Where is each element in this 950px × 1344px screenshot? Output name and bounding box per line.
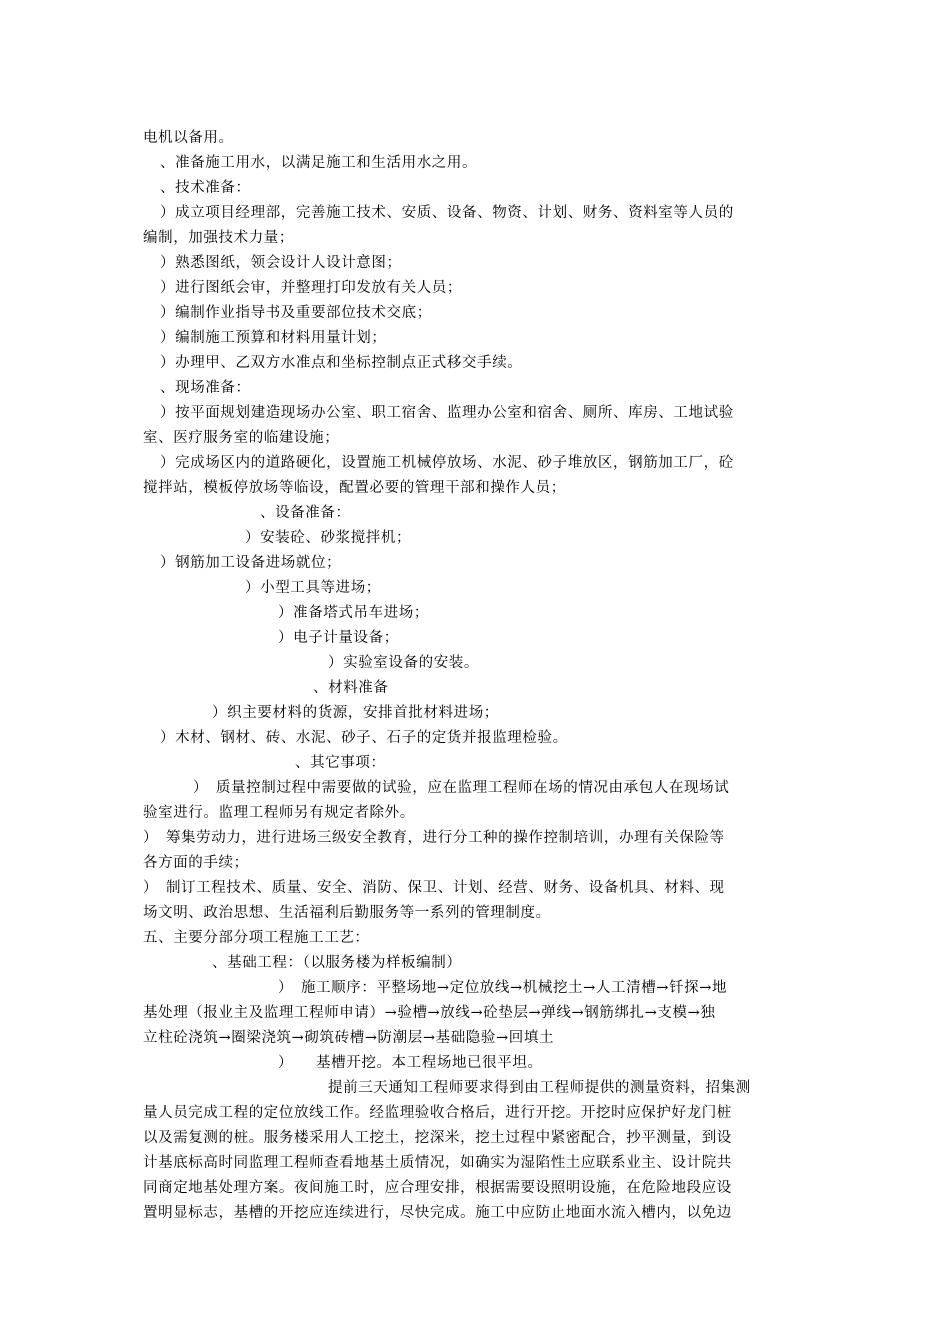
text-line: 各方面的手续； xyxy=(143,855,249,871)
text-line: ）熟悉图纸，领会设计人设计意图； xyxy=(160,255,402,271)
text-line: 提前三天通知工程师要求得到由工程师提供的测量资料，招集测 xyxy=(328,1080,751,1096)
text-line: ）按平面规划建造现场办公室、职工宿舍、监理办公室和宿舍、厕所、库房、工地试验 xyxy=(160,405,734,421)
text-line: 、现场准备： xyxy=(160,380,251,396)
text-line: 验室进行。监理工程师另有规定者除外。 xyxy=(143,805,415,821)
text-line: ）编制施工预算和材料用量计划； xyxy=(160,330,387,346)
text-line: ） 制订工程技术、质量、安全、消防、保卫、计划、经营、财务、设备机具、材料、现 xyxy=(143,880,725,896)
text-line: 场文明、政治思想、生活福利后勤服务等一系列的管理制度。 xyxy=(143,905,551,921)
text-line: ）准备塔式吊车进场； xyxy=(278,605,429,621)
text-line: 、准备施工用水，以满足施工和生活用水之用。 xyxy=(160,155,478,171)
section-heading: 五、主要分部分项工程施工工艺： xyxy=(143,930,370,946)
text-line: 置明显标志，基槽的开挖应连续进行，尽快完成。施工中应防止地面水流入槽内，以免边 xyxy=(143,1205,732,1221)
text-line: ）进行图纸会审，并整理打印发放有关人员； xyxy=(160,280,462,296)
text-line: ）完成场区内的道路硬化，设置施工机械停放场、水泥、砂子堆放区，钢筋加工厂，砼 xyxy=(160,455,734,471)
text-line: 、其它事项： xyxy=(295,755,386,771)
text-line: ）织主要材料的货源，安排首批材料进场； xyxy=(212,705,499,721)
text-line: ） 筹集劳动力，进行进场三级安全教育，进行分工种的操作控制培训，办理有关保险等 xyxy=(143,830,725,846)
text-line: 同商定地基处理方案。夜间施工时，应合理安排，根据需要设照明设施，在危险地段应设 xyxy=(143,1180,732,1196)
text-line: 立柱砼浇筑→圈梁浇筑→砌筑砖槽→防潮层→基础隐验→回填土 xyxy=(143,1030,555,1046)
text-line: ）实验室设备的安装。 xyxy=(328,655,479,671)
text-line: 、设备准备： xyxy=(260,505,351,521)
text-line: 、基础工程：（以服务楼为样板编制） xyxy=(212,955,462,971)
text-line: ） 基槽开挖。本工程场地已很平坦。 xyxy=(278,1055,543,1071)
text-line: ）安装砼、砂浆搅拌机； xyxy=(245,530,412,546)
text-line: ） 施工顺序：平整场地→定位放线→机械挖土→人工清槽→钎探→地 xyxy=(278,980,728,996)
text-line: 电机以备用。 xyxy=(143,130,234,146)
text-line: ） 质量控制过程中需要做的试验，应在监理工程师在场的情况由承包人在现场试 xyxy=(193,780,730,796)
text-line: ）办理甲、乙双方水准点和坐标控制点正式移交手续。 xyxy=(160,355,523,371)
text-line: ）木材、钢材、砖、水泥、砂子、石子的定货并报监理检验。 xyxy=(160,730,568,746)
text-line: ）成立项目经理部，完善施工技术、安质、设备、物资、计划、财务、资料室等人员的 xyxy=(160,205,734,221)
text-line: 搅拌站，模板停放场等临设，配置必要的管理干部和操作人员； xyxy=(143,480,566,496)
text-line: 编制，加强技术力量； xyxy=(143,230,294,246)
text-line: 基处理（报业主及监理工程师申请）→验槽→放线→砼垫层→弹线→钢筋绑扎→支模→独 xyxy=(143,1005,716,1021)
text-line: 量人员完成工程的定位放线工作。经监理验收合格后，进行开挖。开挖时应保护好龙门桩 xyxy=(143,1105,732,1121)
text-line: ）电子计量设备； xyxy=(278,630,399,646)
text-line: 以及需复测的桩。服务楼采用人工挖土，挖深米，挖土过程中紧密配合，抄平测量，到设 xyxy=(143,1130,732,1146)
text-line: ）编制作业指导书及重要部位技术交底； xyxy=(160,305,432,321)
text-line: 计基底标高时同监理工程师查看地基土质情况，如确实为湿陷性土应联系业主、设计院共 xyxy=(143,1155,732,1171)
text-line: 室、医疗服务室的临建设施； xyxy=(143,430,340,446)
text-line: 、材料准备 xyxy=(313,680,389,696)
text-line: 、技术准备： xyxy=(160,180,251,196)
text-line: ）钢筋加工设备进场就位； xyxy=(160,555,342,571)
text-line: ）小型工具等进场； xyxy=(245,580,381,596)
